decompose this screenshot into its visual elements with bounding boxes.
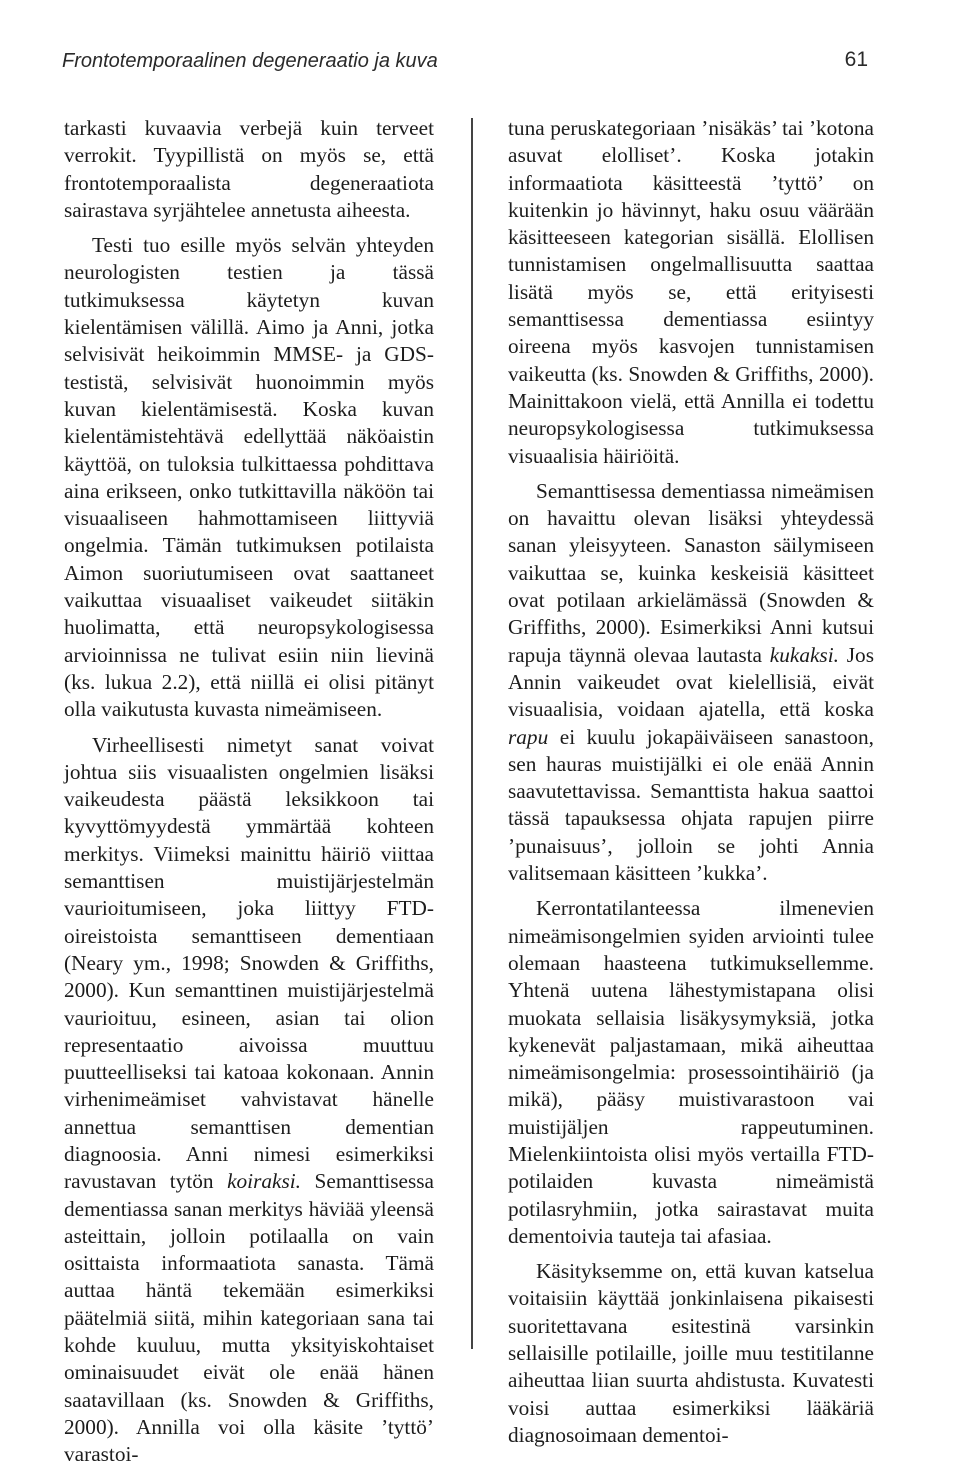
paragraph-text: Semanttisessa dementiassa nimeämisen on havaittu olevan lisäksi yhteydessä sanan yleisyyteen. Sanaston säilymiseen vaikuttaa se, kuinka keskeisiä käsitteet ovat potilaan arkielämässä (Snowden & Griffiths, 2000). Esimerkiksi Anni kutsui rapuja täynnä olevaa lautasta [508,478,874,667]
paragraph-text: Semanttisessa dementiassa sanan merkitys häviää yleensä asteittain, jolloin potilaalla on vain osittaista informaatiota sanasta. Tämä auttaa häntä tekemään esimerkiksi päätelmiä siitä, mihin kategoriaan sana tai kohde kuuluu, mutta yksityiskohtaiset ominaisuudet eivät ole enää hänen saatavillaan (ks. Snowden & Griffiths, 2000). Annilla voi olla käsite ’tyttö’ varastoi- [64,1169,434,1467]
paragraph: Käsityksemme on, että kuvan katselua voitaisiin käyttää jonkinlaisena pikaisesti suoritettavana esitestinä varsinkin sellaisille potilaille, joille muu testitilanne aiheuttaa liian suurta ahdistusta. Kuvatesti voisi auttaa esimerkiksi lääkäriä diagnosoimaan dementoi- [508,1259,874,1447]
emphasized-word: rapu [508,724,549,749]
page-number: 61 [844,48,868,71]
paragraph [64,732,434,1469]
paragraph: Testi tuo esille myös selvän yhteyden neurologisten testien ja tässä tutkimuksessa käytetyn kuvan kielentämisen välillä. Aimo ja Anni, jotka selvisivät heikoimmin MMSE- ja GDS-testistä, selvisivät huonoimmin myös kuvan kielentämisestä. Koska kuvan kielentämistehtävä edellyttää näköaistin käyttöä, on tuloksia tulkittaessa pohdittava aina erikseen, onko tutkittavilla näköön tai visuaaliseen hahmottamiseen liittyviä ongelmia. Tämän tutkimuksen potilaista Aimon suoriutumiseen ovat saattaneet vaikuttaa visuaaliset vaikeudet siitäkin huolimatta, että neuropsykologisessa arvioinnissa ne tulivat esiin niin lievinä (ks. lukua 2.2), että niillä ei olisi pitänyt olla vaikutusta kuvasta nimeämiseen. [64,233,434,722]
paragraph-text: ei kuulu jokapäiväiseen sanastoon, sen hauras muistijälki ei ole enää Annin saavutettavissa. Semanttista hakua saattoi tässä tapauksessa ohjata rapujen piirre ’punaisuus’, jolloin se johti Annia valitsemaan käsitteen ’kukka’. [508,724,875,886]
emphasized-word: koiraksi. [227,1169,301,1194]
right-column [508,115,874,1449]
paragraph [508,478,874,887]
running-title: Frontotemporaalinen degeneraatio ja kuva [62,50,438,72]
paragraph: tarkasti kuvaavia verbejä kuin terveet verrokit. Tyypillistä on myös se, että frontotemporaalista degeneraatiota sairastava syrjähtelee annetusta aiheesta. [64,116,434,222]
emphasized-word: kukaksi. [769,642,839,667]
paragraph-text: Virheellisesti nimetyt sanat voivat johtua siis visuaalisten ongelmien lisäksi vaikeudesta päästä leksikkoon tai kyvyttömyydestä ymmärtää kohteen merkitys. Viimeksi mainittu häiriö viittaa semanttisen muistijärjestelmän vaurioitumiseen, joka liittyy FTD-oireistoista semanttiseen dementiaan (Neary ym., 1998; Snowden & Griffiths, 2000). Kun semanttinen muistijärjestelmä vaurioituu, esineen, asian tai olion representaatio aivoissa muuttuu puutteelliseksi tai katoaa kokonaan. Annin virhenimeämiset vahvistavat hänelle annettua semanttisen dementian diagnoosia. Anni nimesi esimerkiksi ravustavan tytön [64,732,434,1194]
left-column [64,115,434,1469]
paragraph: Kerrontatilanteessa ilmenevien nimeämisongelmien syiden arviointi tulee olemaan haasteena tutkimuksellemme. Yhtenä uutena lähestymistapana olisi muokata sellaisia lisäkysymyksiä, jotka kykenevät paljastamaan, mikä aiheuttaa nimeämisongelmia: prosessointihäiriö (ja mikä), pääsy muistivarastoon vai muistijäljen rappeutuminen. Mielenkiintoista olisi myös vertailla FTD-potilaiden kuvasta nimeämistä potilasryhmiin, jotka sairastavat muita dementoivia tauteja tai afasiaa. [508,896,874,1248]
paragraph-text: Jos Annin vaikeudet ovat kielellisiä, eivät visuaalisia, voidaan ajatella, että koska [508,642,874,722]
column-divider [471,118,473,1349]
paragraph: tuna peruskategoriaan ’nisäkäs’ tai ’kotona asuvat elolliset’. Koska jotakin informaatiota käsitteestä ’tyttö’ on kuitenkin jo hävinnyt, haku osuu väärään käsitteeseen kategorian sisällä. Elollisen tunnistamisen ongelmallisuutta saattaa lisätä myös se, että erityisesti semanttisessa dementiassa esiintyy oireena myös kasvojen tunnistamisen vaikeutta (ks. Snowden & Griffiths, 2000). Mainittakoon vielä, että Annilla ei todettu neuropsykologisessa tutkimuksessa visuaalisia häiriöitä. [508,116,874,468]
